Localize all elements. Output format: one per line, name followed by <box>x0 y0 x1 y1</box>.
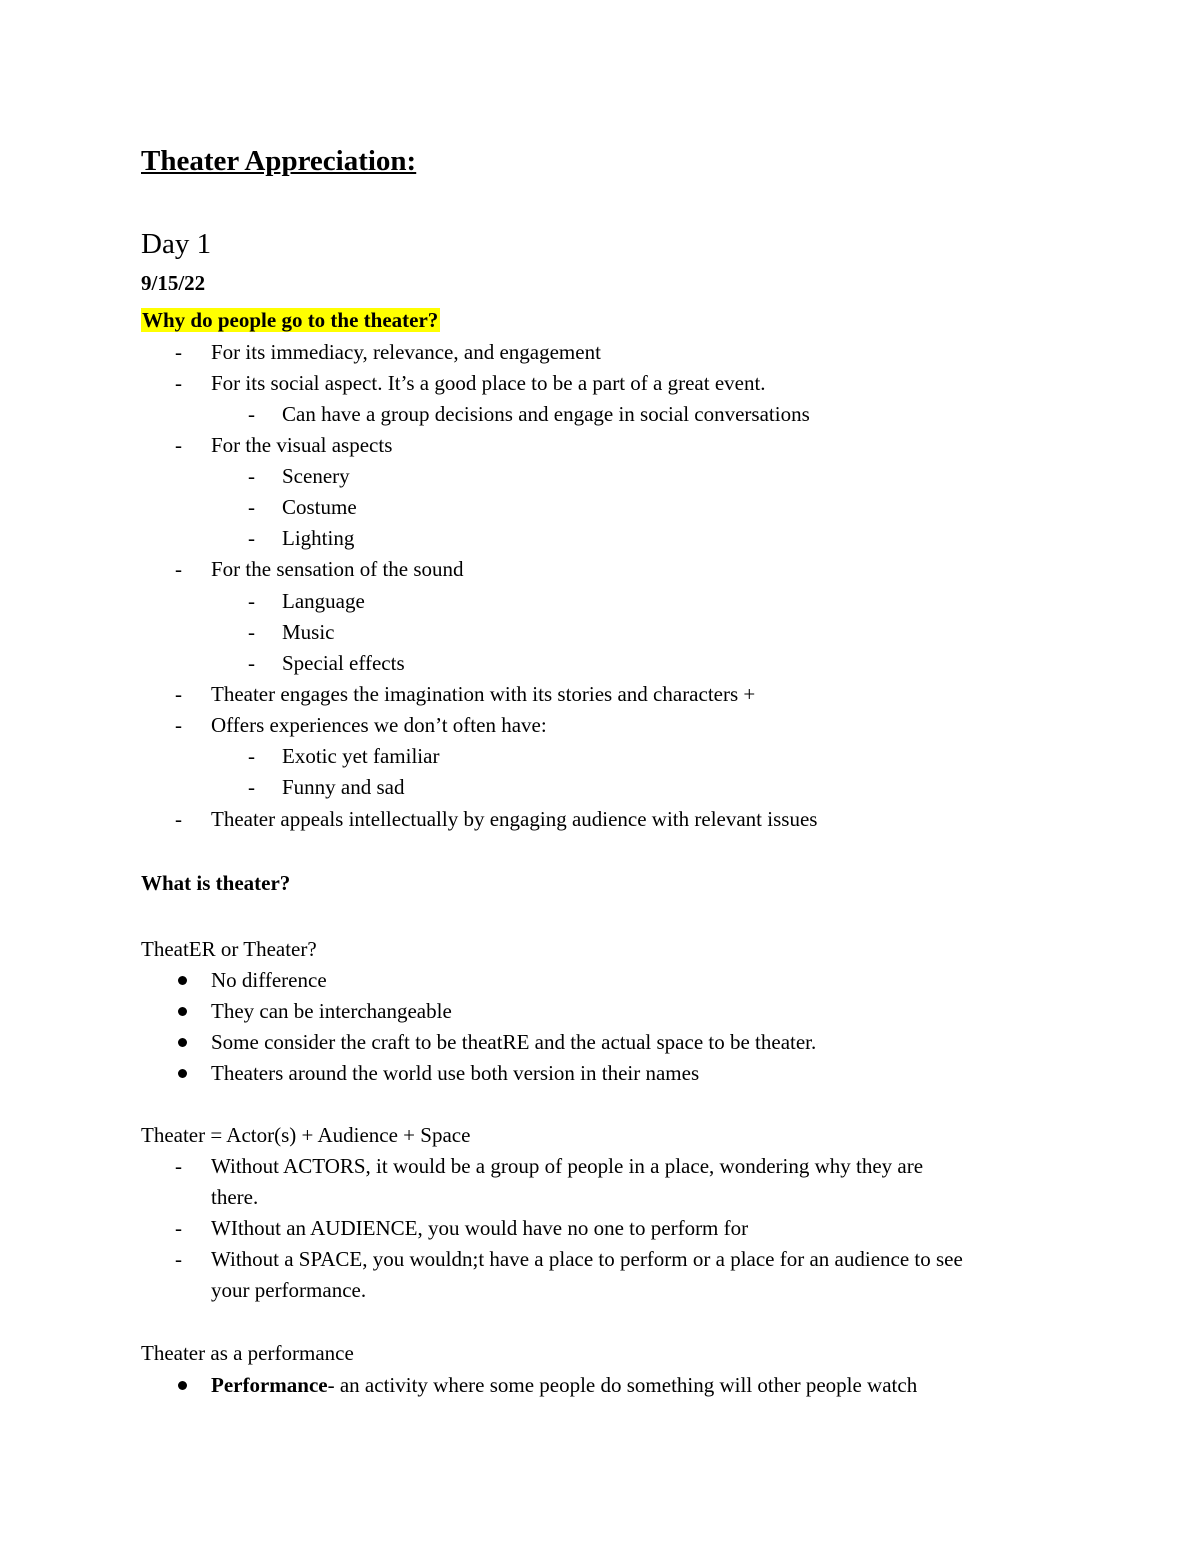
dash-marker: - <box>248 402 255 426</box>
document-title: Theater Appreciation: <box>141 145 417 177</box>
sub-list-item <box>0 586 1200 617</box>
list-item-text: For the visual aspects <box>211 433 393 457</box>
list-item-text: Language <box>282 589 365 613</box>
list-item-text: Some consider the craft to be theatRE and the actual space to be theater. <box>211 1030 817 1054</box>
bullet-dot-icon <box>178 1007 187 1016</box>
question-line: TheatER or Theater? <box>141 937 317 961</box>
dash-marker: - <box>248 744 255 768</box>
list-item <box>0 368 1200 399</box>
sub-list-item <box>0 492 1200 523</box>
list-item-text: No difference <box>211 968 327 992</box>
bullet-dot-icon <box>178 976 187 985</box>
sub-list-item <box>0 617 1200 648</box>
list-item-continuation <box>0 1182 1200 1213</box>
dash-marker: - <box>248 620 255 644</box>
list-item-text: Special effects <box>282 651 405 675</box>
bullet-item <box>0 1058 1200 1089</box>
list-item-text: Offers experiences we don’t often have: <box>211 713 547 737</box>
dash-marker: - <box>248 589 255 613</box>
list-item <box>0 710 1200 741</box>
section-heading: What is theater? <box>141 871 291 895</box>
list-item-text: Exotic yet familiar <box>282 744 440 768</box>
list-item <box>0 1213 1200 1244</box>
day-heading: Day 1 <box>141 228 212 260</box>
dash-marker: - <box>248 651 255 675</box>
dash-marker: - <box>175 682 182 706</box>
list-item <box>0 554 1200 585</box>
bullet-item <box>0 965 1200 996</box>
dash-marker: - <box>175 371 182 395</box>
bullet-dot-icon <box>178 1038 187 1047</box>
list-item <box>0 679 1200 710</box>
list-item-text: They can be interchangeable <box>211 999 452 1023</box>
list-item-text: your performance. <box>211 1278 367 1302</box>
definition-text <box>211 1370 917 1401</box>
list-item-text: Without a SPACE, you wouldn;t have a place to perform or a place for an audience to see <box>211 1247 963 1271</box>
list-item-continuation <box>0 1275 1200 1306</box>
dash-marker: - <box>175 1216 182 1240</box>
list-item <box>0 430 1200 461</box>
list-item-text: Scenery <box>282 464 350 488</box>
dash-marker: - <box>175 557 182 581</box>
list-item-text: Theater engages the imagination with its stories and characters + <box>211 682 756 706</box>
list-item-text: For its immediacy, relevance, and engagement <box>211 340 601 364</box>
list-item-text: there. <box>211 1185 259 1209</box>
dash-marker: - <box>175 1247 182 1271</box>
list-item-text: Lighting <box>282 526 355 550</box>
equation-line: Theater = Actor(s) + Audience + Space <box>141 1123 471 1147</box>
sub-list-item <box>0 772 1200 803</box>
sub-list-item <box>0 399 1200 430</box>
list-item-text: Funny and sad <box>282 775 405 799</box>
list-item-text: For the sensation of the sound <box>211 557 464 581</box>
definition-body: - an activity where some people do something will other people watch <box>327 1373 918 1397</box>
dash-marker: - <box>248 526 255 550</box>
list-item <box>0 337 1200 368</box>
sub-list-item <box>0 741 1200 772</box>
list-item-text: Without ACTORS, it would be a group of people in a place, wondering why they are <box>211 1154 924 1178</box>
performance-heading: Theater as a performance <box>141 1341 354 1365</box>
list-item-text: Theater appeals intellectually by engaging audience with relevant issues <box>211 807 818 831</box>
dash-marker: - <box>248 775 255 799</box>
list-item <box>0 1151 1200 1182</box>
bullet-item <box>0 1027 1200 1058</box>
highlighted-question-heading <box>141 305 440 336</box>
list-item-text: Theaters around the world use both version in their names <box>211 1061 700 1085</box>
list-item-text: Costume <box>282 495 357 519</box>
dash-marker: - <box>175 340 182 364</box>
dash-marker: - <box>175 1154 182 1178</box>
list-item-text: Can have a group decisions and engage in social conversations <box>282 402 810 426</box>
date-label: 9/15/22 <box>141 271 206 295</box>
list-item-text: Music <box>282 620 335 644</box>
sub-list-item <box>0 648 1200 679</box>
bullet-item <box>0 996 1200 1027</box>
list-item <box>0 804 1200 835</box>
list-item-text: WIthout an AUDIENCE, you would have no one to perform for <box>211 1216 749 1240</box>
dash-marker: - <box>175 807 182 831</box>
sub-list-item <box>0 461 1200 492</box>
list-item <box>0 1244 1200 1275</box>
bullet-dot-icon <box>178 1381 187 1390</box>
dash-marker: - <box>248 495 255 519</box>
dash-marker: - <box>175 713 182 737</box>
dash-marker: - <box>175 433 182 457</box>
definition-term: Performance <box>211 1373 328 1397</box>
bullet-item <box>0 1370 1200 1401</box>
sub-list-item <box>0 523 1200 554</box>
list-item-text: For its social aspect. It’s a good place to be a part of a great event. <box>211 371 766 395</box>
dash-marker: - <box>248 464 255 488</box>
highlight-text: Why do people go to the theater? <box>142 308 439 332</box>
bullet-dot-icon <box>178 1069 187 1078</box>
